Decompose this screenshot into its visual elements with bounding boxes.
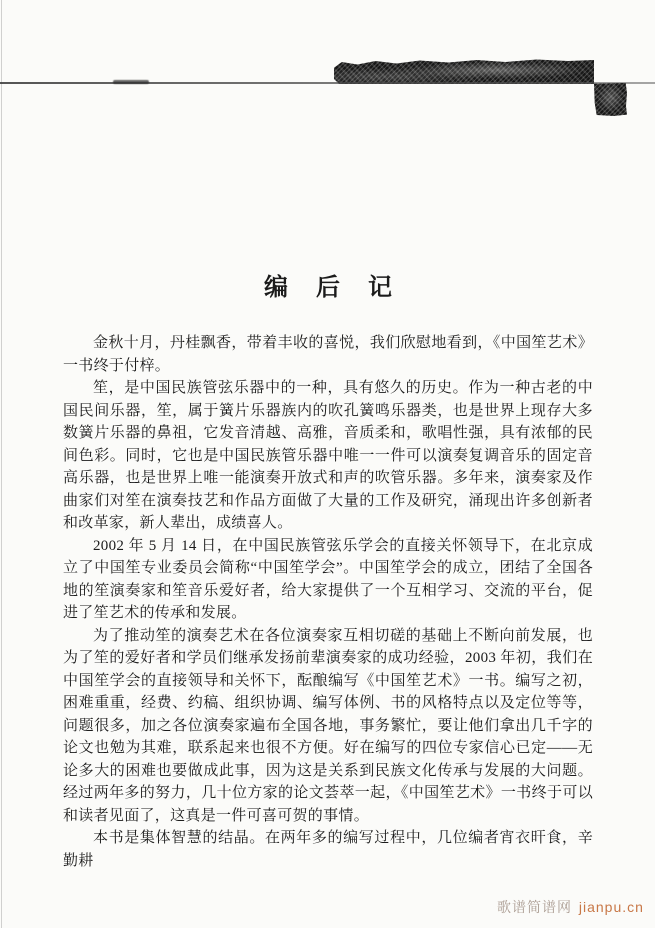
paragraph: 笙，是中国民族管弦乐器中的一种，具有悠久的历史。作为一种古老的中国民间乐器，笙，属于簧片乐器族内的吹孔簧鸣乐器类，也是世界上现存大多数簧片乐器的鼻祖，它发音清越、高雅，音质柔和，歌唱性强，具有浓郁的民间色彩。同时，它也是中国民族管乐器中唯一一件可以演奏复调音乐的固定音高乐器，也是世界上唯一能演奏开放式和声的吹管乐器。多年来，演奏家及作曲家们对笙在演奏技艺和作品方面做了大量的工作及研究，涌现出许多创新者和改革家，新人辈出，成绩喜人。 <box>63 380 593 531</box>
page-edge-line <box>1 0 2 928</box>
watermark-site-name: 歌谱简谱网 <box>497 899 572 915</box>
body-paragraphs <box>63 332 593 872</box>
scan-horizontal-line <box>0 82 655 84</box>
scan-artifact-square <box>594 83 627 116</box>
scan-artifact-bar <box>334 59 594 84</box>
paragraph: 本书是集体智慧的结晶。在两年多的编写过程中，几位编者宵衣旰食，辛勤耕 <box>63 830 593 869</box>
paragraph: 2002 年 5 月 14 日，在中国民族管弦乐学会的直接关怀领导下，在北京成立了中国笙专业委员会简称“中国笙学会”。中国笙学会的成立，团结了全国各地的笙演奏家和笙音乐爱好者，给大家提供了一个互相学习、交流的平台，促进了笙艺术的传承和发展。 <box>63 537 593 621</box>
watermark-site-url: jianpu.cn <box>578 899 644 915</box>
watermark <box>497 898 644 916</box>
paragraph: 金秋十月，丹桂飘香，带着丰收的喜悦，我们欣慰地看到，《中国笙艺术》一书终于付梓。 <box>63 335 593 374</box>
paragraph: 为了推动笙的演奏艺术在各位演奏家互相切磋的基础上不断向前发展，也为了笙的爱好者和学员们继承发扬前辈演奏家的成功经验，2003 年初，我们在中国笙学会的直接领导和关怀下，酝酿编写《中国笙艺术》一书。编写之初，困难重重，经费、约稿、组织协调、编写体例、书的风格特点以及定位等等，问题很多，加之各位演奏家遍布全国各地，事务繁忙，要让他们拿出几千字的论文也勉为其难，联系起来也很不方便。好在编写的四位专家信心已定——无论多大的困难也要做成此事，因为这是关系到民族文化传承与发展的大问题。经过两年多的努力，几十位方家的论文荟萃一起，《中国笙艺术》一书终于可以和读者见面了，这真是一件可喜可贺的事情。 <box>63 627 593 824</box>
page-content <box>63 272 593 872</box>
page-title: 编 后 记 <box>264 275 403 301</box>
scan-line-dark-segment <box>113 80 149 84</box>
